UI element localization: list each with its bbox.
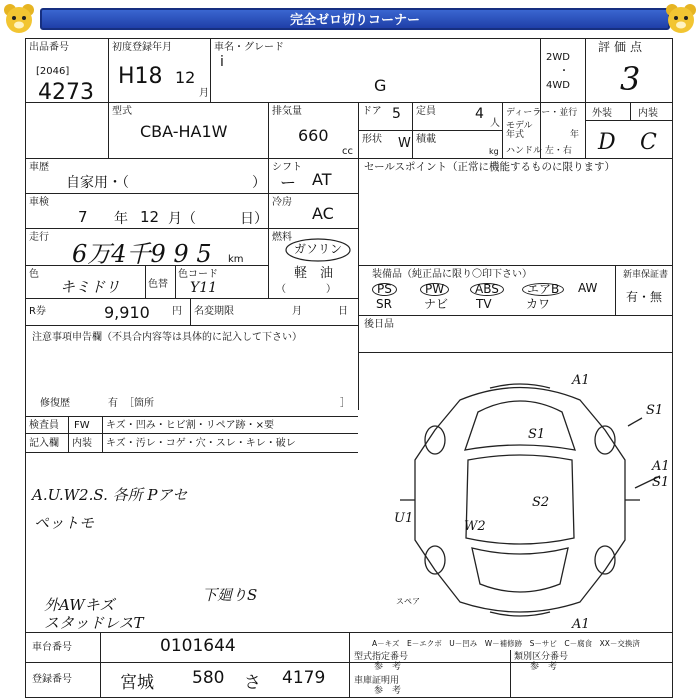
chassis-value: 0101644 [160,636,236,656]
equipment-item: SR [376,297,392,311]
inspection-year: 7 [78,208,88,226]
lot-number: 4273 [38,80,94,105]
displacement-value: 660 [298,126,329,145]
equipment-item: TV [476,297,492,311]
equipment-label: 装備品（純正品に限り〇印下さい） [372,269,532,280]
inspection-label: 車検 [29,197,49,208]
history-label: 車歴 [29,162,49,173]
equipment-item: AW [578,281,598,295]
fuel-gasoline: ガソリン [294,242,343,256]
equipment-item: ナビ [424,297,449,311]
type-cert-ref: 参 考 [374,662,402,672]
name-label: 車名・グレード [214,42,284,53]
fuel-paren: （ ） [276,284,336,295]
model-label: 型式 [112,106,132,117]
plate-label: 登録番号 [32,674,72,685]
diagram-mark-s1-roof: S1 [528,427,546,442]
rprice-label: R券 [29,306,46,317]
interior-value: C [640,130,657,155]
diagram-mark-a1-top: A1 [572,373,590,388]
plate-number: 4179 [282,668,326,688]
handwritten-line4: スタッドレスT [44,614,144,632]
score-label: 評価点 [598,40,647,54]
inspector-nai: 内装 [72,438,92,449]
capacity-label: 定員 [416,106,436,117]
plate-kana: さ [244,673,261,693]
fuel-diesel: 軽 油 [294,266,334,281]
inspector-row2: キズ・汚レ・コゲ・穴・スレ・キレ・破レ [106,438,296,449]
garage-label: 車庫証明用 [354,676,400,686]
inspector-label2: 記入欄 [29,438,59,449]
capacity-value: 4 [475,106,484,122]
inspection-day-unit: 日） [240,211,268,227]
exterior-value: D [598,130,616,155]
repair-label: 修復歴 [40,398,70,409]
recycle-label: 新車保証書 [623,270,669,280]
sales-points-label: セールスポイント（正常に機能するものに限ります） [364,161,616,173]
capacity-unit: 人 [490,118,500,129]
shift-dash: ー [280,173,297,192]
dealer-model-year: モデル年式 [506,121,533,140]
handwritten-line2: ペットモ [34,514,95,532]
mascot-right [664,2,698,36]
rprice-unit: 円 [172,306,182,317]
model-value: CBA-HA1W [140,122,228,141]
fuel-label: 燃料 [272,232,292,243]
equipment-item: ABS [470,283,504,296]
rprice-value: 9,910 [104,303,150,322]
shape-label: 形状 [362,134,382,145]
plate-region: 宮城 [120,673,154,693]
color-value: キミドリ [60,278,121,296]
name-grade: G [374,76,387,95]
diagram-mark-w2: W2 [464,519,486,534]
mascot-left [2,2,36,36]
class-cert-label: 類別区分番号 [514,652,569,662]
handwritten-line5: 下廻りS [202,586,258,604]
diagram-mark-s1-right2: S1 [652,475,670,490]
color-code-label: 色コード [178,269,218,280]
repair-value: 有 [108,398,118,409]
inspector-fw: FW [74,420,90,431]
registration-era: H18 [118,64,163,89]
displacement-unit: cc [342,146,353,157]
recycle-value: 有・無 [626,290,663,304]
equipment-item: PW [420,283,449,296]
handwritten-line3: 外AWキズ [44,596,115,614]
equipment-item: PS [372,283,397,296]
diagram-mark-s1-right: S1 [646,403,664,418]
mileage-label: 走行 [29,232,49,243]
dealer-label: ディーラー・並行 [506,108,578,118]
diagram-mark-u1: U1 [394,511,414,526]
drive-dot: ・ [559,66,569,77]
registration-label: 初度登録年月 [112,42,172,53]
diagram-mark-a1-right: A1 [652,459,670,474]
score-value: 3 [620,60,641,98]
repair-close: ］ [340,398,350,409]
lot-label: 出品番号 [29,42,69,53]
chassis-label: 車台番号 [32,642,72,653]
notes-label: 注意事項申告欄（不具合内容等は具体的に記入して下さい） [32,332,302,343]
inspection-month: 12 [140,208,160,226]
lot-sub: [2046] [36,66,70,77]
dealer-year-unit: 年 [570,130,580,140]
mileage-unit: km [228,254,244,265]
equipment-item: エアB [522,283,564,296]
interior-label: 内装 [638,108,658,119]
diagram-mark-a1-bottom: A1 [572,617,590,630]
exterior-label: 外装 [592,108,612,119]
ac-value: AC [312,204,334,223]
inspection-year-unit: 年 [114,211,128,227]
dealer-handle: ハンドル 左・右 [506,146,572,156]
class-cert-ref: 参 考 [530,662,558,672]
plate-class: 580 [192,668,225,688]
equipment-item: カワ [526,297,551,311]
meigi-label: 名変期限 [194,306,234,317]
shift-value: AT [312,170,332,189]
handwritten-line1: A.U.W2.S. 各所 Pアセ [32,486,188,504]
diagram-spare-label: スペア [396,597,420,606]
load-label: 積載 [416,134,436,145]
diagram-mark-s2: S2 [532,495,550,510]
inspector-label1: 検査員 [29,420,59,431]
doors-label: ドア [362,106,382,117]
color-code-value: Y11 [190,280,218,296]
garage-ref: 参 考 [374,686,402,696]
meigi-month: 月 [292,306,302,317]
color-swatch-label: 色替 [148,279,168,290]
car-damage-diagram [380,370,670,630]
shift-label: シフト [272,162,302,173]
rear-seat-label: 後日品 [364,319,394,330]
doors-value: 5 [392,106,401,122]
page-title: 完全ゼロ切りコーナー [40,8,670,30]
type-cert-label: 型式指定番号 [354,652,409,662]
meigi-day: 日 [338,306,348,317]
inspection-month-unit: 月（ [168,211,196,227]
registration-month-unit: 月 [199,88,209,99]
inspector-row1: キズ・凹み・ヒビ割・リペア跡・×要 [106,420,274,431]
name-mark: i [220,54,224,70]
registration-month: 12 [175,68,196,87]
drive-4wd: 4WD [546,80,570,91]
legend-text: A－キズ E－エクボ U－凹み W－補修跡 S－サビ C－腐食 XX－交換済 [372,639,640,648]
drive-2wd: 2WD [546,52,570,63]
color-label: 色 [29,269,39,280]
shape-value: W [398,136,411,151]
load-unit: kg [489,147,499,156]
displacement-label: 排気量 [272,106,302,117]
history-close: ） [252,175,266,191]
ac-label: 冷房 [272,197,292,208]
history-value: 自家用・（ [66,175,129,191]
repair-place: ［箇所 [124,398,154,409]
mileage-value: 6万4千9 9 5 [72,240,212,268]
